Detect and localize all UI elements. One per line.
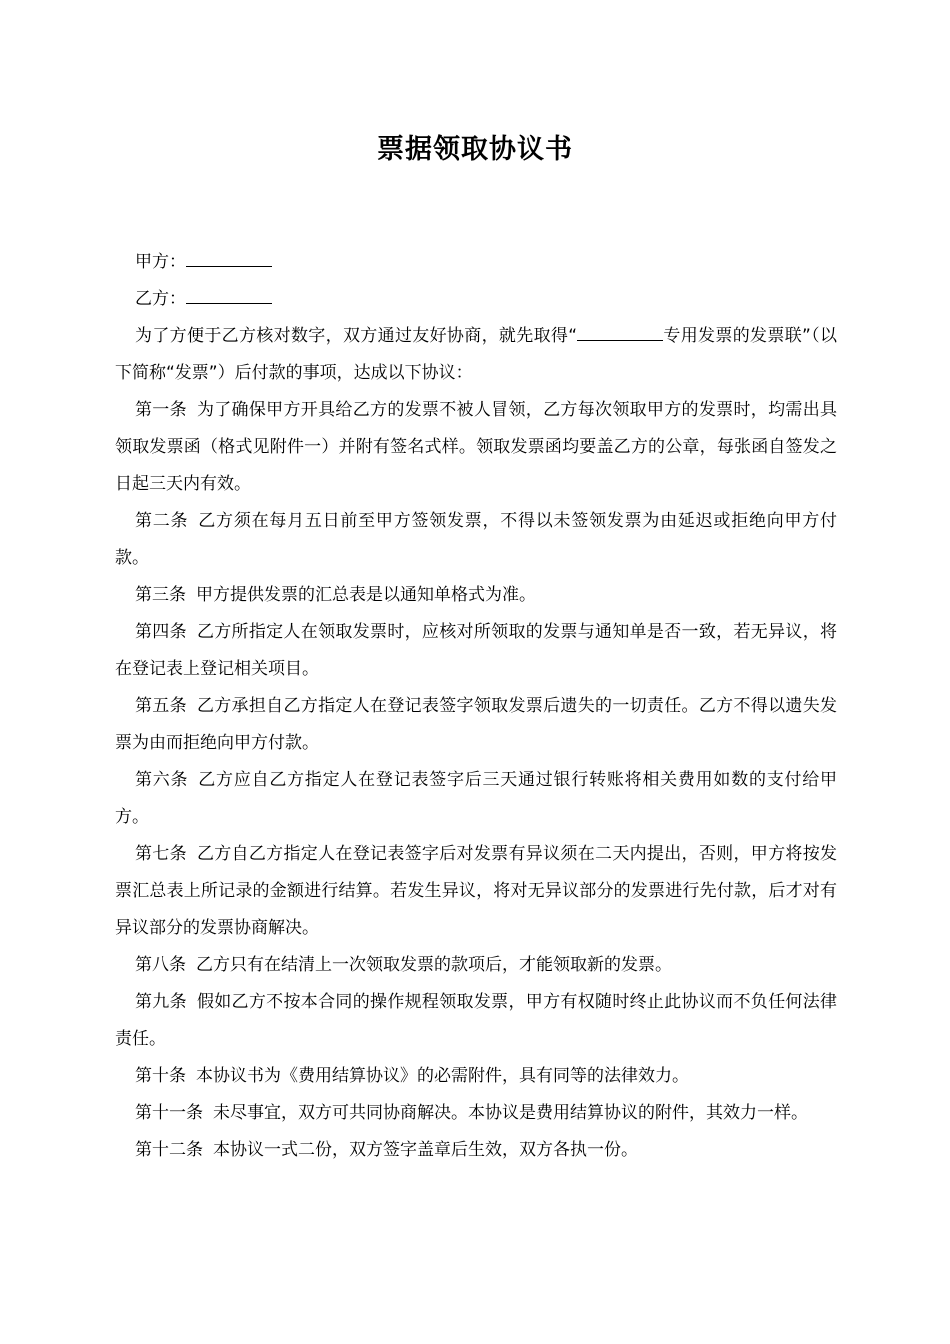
article-4: [115, 614, 837, 688]
article-label: 第八条: [135, 955, 186, 975]
article-2: [115, 503, 837, 577]
article-6: [115, 762, 837, 836]
party-b-line: [115, 281, 837, 318]
party-a-blank: [186, 248, 272, 267]
article-text: 乙方所指定人在领取发票时，应核对所领取的发票与通知单是否一致，若无异议，将在登记表上登记相关项目。: [115, 622, 838, 679]
article-text: 乙方应自乙方指定人在登记表签字后三天通过银行转账将相关费用如数的支付给甲方。: [115, 770, 838, 827]
article-11: [115, 1095, 837, 1132]
article-7: [115, 836, 837, 947]
article-9: [115, 984, 837, 1058]
article-text: 为了确保甲方开具给乙方的发票不被人冒领，乙方每次领取甲方的发票时，均需出具领取发票函（格式见附件一）并附有签名式样。领取发票函均要盖乙方的公章，每张函自签发之日起三天内有效。: [115, 400, 838, 494]
article-text: 甲方提供发票的汇总表是以通知单格式为准。: [196, 585, 536, 605]
party-b-label: 乙方：: [135, 289, 186, 309]
party-b-blank: [186, 285, 272, 304]
article-label: 第二条: [135, 511, 189, 531]
article-label: 第六条: [135, 770, 189, 790]
invoice-type-blank: [577, 322, 663, 341]
article-text: 本协议一式二份，双方签字盖章后生效，双方各执一份。: [213, 1140, 638, 1160]
article-1: [115, 392, 837, 503]
document-title: 票据领取协议书: [377, 134, 573, 165]
article-text: 乙方自乙方指定人在登记表签字后对发票有异议须在二天内提出，否则，甲方将按发票汇总表上所记录的金额进行结算。若发生异议，将对无异议部分的发票进行先付款，后才对有异议部分的发票协商解决。: [115, 844, 838, 938]
article-label: 第十条: [135, 1066, 186, 1086]
intro-paragraph: [115, 318, 837, 392]
article-label: 第十一条: [135, 1103, 203, 1123]
article-8: [115, 947, 837, 984]
party-a-label: 甲方：: [135, 252, 186, 272]
article-label: 第十二条: [135, 1140, 203, 1160]
article-label: 第九条: [135, 992, 187, 1012]
article-text: 未尽事宜，双方可共同协商解决。本协议是费用结算协议的附件，其效力一样。: [213, 1103, 808, 1123]
article-label: 第三条: [135, 585, 186, 605]
article-text: 乙方承担自乙方指定人在登记表签字领取发票后遗失的一切责任。乙方不得以遗失发票为由而拒绝向甲方付款。: [115, 696, 838, 753]
article-text: 乙方须在每月五日前至甲方签领发票，不得以未签领发票为由延迟或拒绝向甲方付款。: [115, 511, 838, 568]
article-text: 乙方只有在结清上一次领取发票的款项后，才能领取新的发票。: [196, 955, 672, 975]
article-label: 第七条: [135, 844, 187, 864]
article-text: 本协议书为《费用结算协议》的必需附件，具有同等的法律效力。: [196, 1066, 689, 1086]
intro-text-end: 专用发票的发票联”（以下简称“发票”）后付款的事项，达成以下协议：: [115, 326, 837, 383]
article-3: [115, 577, 837, 614]
party-a-line: [115, 244, 837, 281]
article-5: [115, 688, 837, 762]
article-text: 假如乙方不按本合同的操作规程领取发票，甲方有权随时终止此协议而不负任何法律责任。: [115, 992, 838, 1049]
article-label: 第五条: [135, 696, 187, 716]
article-10: [115, 1058, 837, 1095]
article-12: [115, 1132, 837, 1169]
article-label: 第四条: [135, 622, 187, 642]
article-label: 第一条: [135, 400, 187, 420]
intro-text-start: 为了方便于乙方核对数字，双方通过友好协商，就先取得“: [135, 326, 578, 346]
document-body: [115, 244, 837, 1169]
